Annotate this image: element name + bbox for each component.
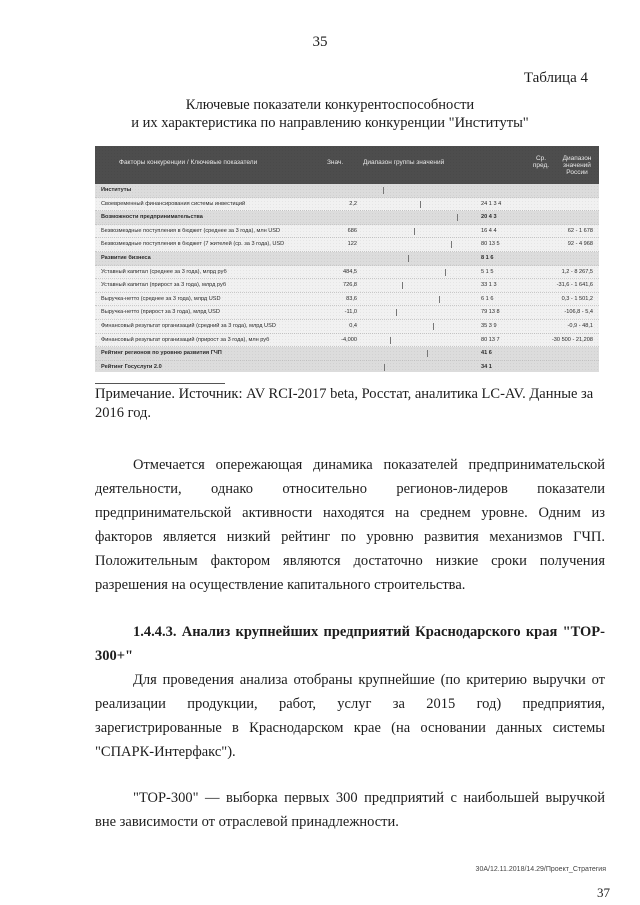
- table-row: [95, 293, 599, 307]
- table-row: [95, 279, 599, 293]
- row-indicator-name: Уставный капитал (среднее за 3 года), млрд руб: [101, 268, 227, 275]
- row-range-bar: [363, 309, 473, 316]
- header-value: Знач.: [327, 159, 344, 166]
- row-range-marker: [451, 241, 452, 248]
- row-russia-range: 1,2 - 8 267,5: [561, 268, 593, 275]
- row-range-marker: [396, 309, 397, 316]
- row-rank-marks: 41 6: [481, 350, 492, 357]
- row-indicator-name: Возможности предпринимательства: [101, 214, 203, 221]
- header-factors: Факторы конкуренции / Ключевые показатели: [119, 159, 258, 166]
- row-range-marker: [408, 255, 409, 262]
- row-range-bar: [363, 228, 473, 235]
- header-russia: Диапазон значений России: [562, 155, 592, 176]
- row-range-bar: [363, 364, 473, 371]
- row-range-bar: [363, 214, 473, 221]
- table-row: [95, 198, 599, 212]
- table-rows: [95, 184, 599, 372]
- table-row: [95, 225, 599, 239]
- footer-file-path: 30А/12.11.2018/14.29/Проект_Стратегия: [475, 866, 606, 873]
- row-indicator-name: Уставный капитал (прирост за 3 года), млрд руб: [101, 282, 227, 289]
- row-rank-marks: 5 1 5: [481, 268, 494, 275]
- row-range-bar: [363, 201, 473, 208]
- table-note: Примечание. Источник: AV RCI-2017 beta, Росстат, аналитика LC-AV. Данные за 2016 год.: [95, 386, 594, 421]
- table-row: [95, 306, 599, 320]
- table-group-row: [95, 211, 599, 225]
- table-row: [95, 320, 599, 334]
- row-russia-range: 92 - 4 968: [567, 241, 593, 248]
- row-russia-range: -30 500 - 21,208: [551, 336, 593, 343]
- row-value: -11,0: [344, 309, 357, 316]
- row-indicator-name: Развитие бизнеса: [101, 254, 151, 261]
- row-range-marker: [427, 350, 428, 357]
- row-indicator-name: Безвозмездные поступления в бюджет (7 жителей (ср. за 3 года), USD: [101, 241, 285, 248]
- table-title-line2: и их характеристика по направлению конкуренции "Институты": [131, 115, 529, 131]
- row-rank-marks: 80 13 7: [481, 336, 500, 343]
- row-indicator-name: Безвозмездные поступления в бюджет (среднее за 3 года), млн USD: [101, 227, 281, 234]
- header-range: Диапазон группы значений: [363, 159, 445, 166]
- row-range-bar: [363, 187, 473, 194]
- table-header: [95, 146, 599, 184]
- paragraph-1: Отмечается опережающая динамика показателей предпринимательской деятельности, однако относительно регионов-лидеров показатели предпринимательской активности находятся на среднем уровне. Одним из факторов является низкий рейтинг по уровню развития механизмов ГЧП. Положительным фактором являются достаточно низкие сроки получения разрешения на осуществление капитального строительства.: [95, 457, 605, 593]
- row-range-bar: [363, 269, 473, 276]
- row-indicator-name: Финансовый результат организаций (средний за 3 года), млрд USD: [101, 322, 276, 329]
- note-divider: [95, 383, 225, 384]
- row-russia-range: -31,6 - 1 641,6: [556, 282, 593, 289]
- row-range-marker: [383, 187, 384, 194]
- row-value: 2,2: [349, 200, 357, 207]
- row-range-marker: [402, 282, 403, 289]
- table-group-row: [95, 361, 599, 372]
- footer-page-number: 37: [597, 885, 610, 900]
- row-russia-range: 0,3 - 1 501,2: [561, 295, 593, 302]
- row-rank-marks: 6 1 6: [481, 295, 494, 302]
- table-row: [95, 266, 599, 280]
- header-avg: Ср. пред.: [532, 155, 550, 169]
- row-indicator-name: Рейтинг регионов по уровню развития ГЧП: [101, 350, 222, 357]
- table-row: [95, 238, 599, 252]
- row-range-marker: [439, 296, 440, 303]
- row-value: 0,4: [349, 322, 357, 329]
- table-row: [95, 334, 599, 348]
- row-rank-marks: 34 1: [481, 363, 492, 370]
- section-heading: 1.4.4.3. Анализ крупнейших предприятий Краснодарского края "TOP-300+": [95, 624, 605, 664]
- row-indicator-name: Выручка-нетто (прирост за 3 года), млрд USD: [101, 309, 220, 316]
- page-number: 35: [312, 34, 328, 50]
- row-indicator-name: Своевременный финансирования системы инвестиций: [101, 200, 246, 207]
- row-russia-range: 62 - 1 678: [567, 227, 593, 234]
- row-rank-marks: 8 1 6: [481, 254, 494, 261]
- row-range-bar: [363, 282, 473, 289]
- table-group-row: [95, 347, 599, 361]
- row-value: 726,8: [343, 282, 357, 289]
- table-caption: Таблица 4: [523, 70, 588, 86]
- row-rank-marks: 24 1 3 4: [481, 200, 502, 207]
- row-range-marker: [445, 269, 446, 276]
- row-rank-marks: 80 13 5: [481, 241, 500, 248]
- row-value: 122: [347, 241, 357, 248]
- table-title-line1: Ключевые показатели конкурентоспособности: [185, 97, 475, 113]
- table-group-row: [95, 252, 599, 266]
- row-rank-marks: 16 4 4: [481, 227, 497, 234]
- row-russia-range: -0,9 - 48,1: [567, 322, 593, 329]
- row-value: -4,000: [341, 336, 357, 343]
- row-indicator-name: Выручка-нетто (среднее за 3 года), млрд USD: [101, 295, 221, 302]
- row-range-bar: [363, 241, 473, 248]
- row-range-marker: [390, 337, 391, 344]
- row-rank-marks: 33 1 3: [481, 282, 497, 289]
- row-range-bar: [363, 350, 473, 357]
- row-range-marker: [384, 364, 385, 371]
- row-range-bar: [363, 255, 473, 262]
- row-range-bar: [363, 296, 473, 303]
- row-value: 83,6: [346, 295, 357, 302]
- paragraph-2: Для проведения анализа отобраны крупнейшие (по критерию выручки от реализации продукции, работ, услуг за 2015 год) предприятия, зарегистрированные в Краснодарском крае (на основании данных системы "СПАРК-Интерфакс").: [95, 672, 605, 760]
- row-indicator-name: Институты: [101, 187, 132, 193]
- row-value: 686: [347, 227, 357, 234]
- table-title: [60, 96, 600, 132]
- row-range-bar: [363, 337, 473, 344]
- table-group-row: [95, 184, 599, 198]
- row-range-marker: [420, 201, 421, 208]
- row-range-bar: [363, 323, 473, 330]
- row-range-marker: [414, 228, 415, 235]
- row-value: 484,5: [343, 268, 357, 275]
- indicator-table-image: [95, 146, 599, 372]
- row-range-marker: [433, 323, 434, 330]
- row-indicator-name: Финансовый результат организаций (прирост за 3 года), млн руб: [101, 336, 270, 343]
- paragraph-3: "TOP-300" — выборка первых 300 предприятий с наибольшей выручкой вне зависимости от отраслевой принадлежности.: [95, 790, 605, 830]
- row-rank-marks: 79 13 8: [481, 309, 500, 316]
- row-russia-range: -106,8 - 5,4: [564, 309, 593, 316]
- row-range-marker: [457, 214, 458, 221]
- row-rank-marks: 35 3 9: [481, 322, 497, 329]
- row-indicator-name: Рейтинг Госуслуги 2.0: [101, 363, 162, 370]
- row-rank-marks: 20 4 3: [481, 214, 497, 221]
